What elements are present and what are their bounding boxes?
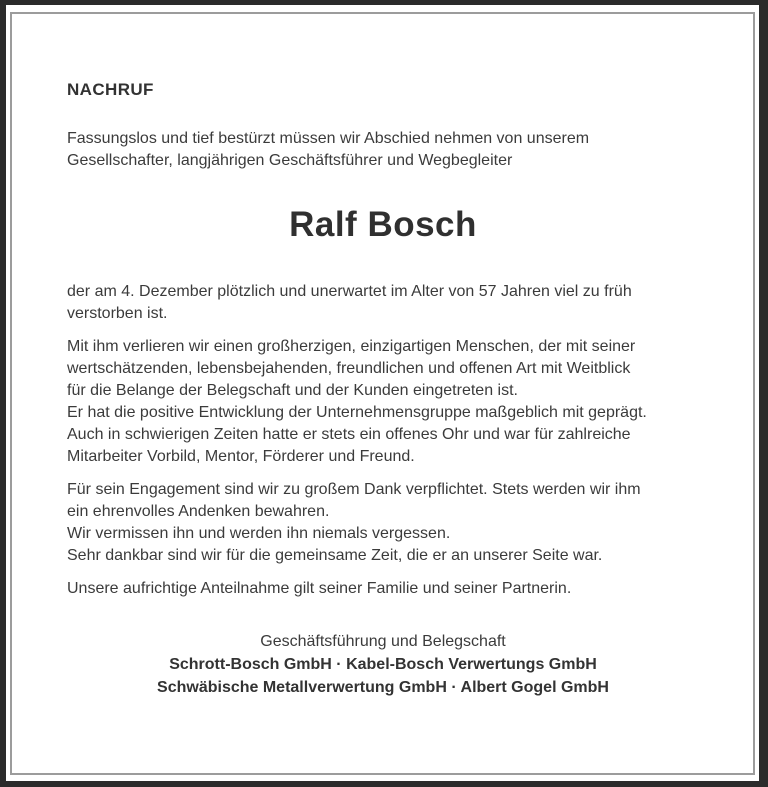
paragraph-line: Mit ihm verlieren wir einen großherzigen, einzigartigen Menschen, der mit seiner: [67, 338, 636, 355]
signoff-companies-line: Schrott-Bosch GmbH · Kabel-Bosch Verwertungs GmbH: [169, 656, 597, 673]
intro-paragraph: [67, 128, 699, 172]
paragraph-condolence: [67, 578, 699, 600]
paragraph-line: Wir vermissen ihn und werden ihn niemals vergessen.: [67, 525, 451, 542]
paragraph-line: verstorben ist.: [67, 305, 168, 322]
paragraph-gratitude: [67, 479, 699, 567]
paragraph-line: Unsere aufrichtige Anteilnahme gilt seiner Familie und seiner Partnerin.: [67, 580, 572, 597]
intro-line: Fassungslos und tief bestürzt müssen wir Abschied nehmen von unserem: [67, 130, 590, 147]
obituary-card: [10, 12, 755, 775]
notice-kicker: NACHRUF: [67, 80, 154, 99]
deceased-name: Ralf Bosch: [289, 205, 477, 244]
paragraph-line: Sehr dankbar sind wir für die gemeinsame Zeit, die er an unserer Seite war.: [67, 547, 603, 564]
paragraph-line: der am 4. Dezember plötzlich und unerwartet im Alter von 57 Jahren viel zu früh: [67, 283, 632, 300]
paragraph-tribute: [67, 336, 699, 468]
paragraph-line: Er hat die positive Entwicklung der Unternehmensgruppe maßgeblich mit geprägt.: [67, 404, 647, 421]
paragraph-line: wertschätzenden, lebensbejahenden, freundlichen und offenen Art mit Weitblick: [67, 360, 631, 377]
paragraph-line: Mitarbeiter Vorbild, Mentor, Förderer und Freund.: [67, 448, 415, 465]
signoff-from: Geschäftsführung und Belegschaft: [260, 633, 506, 650]
paragraph-line: Für sein Engagement sind wir zu großem Dank verpflichtet. Stets werden wir ihm: [67, 481, 641, 498]
paragraph-line: für die Belange der Belegschaft und der Kunden eingetreten ist.: [67, 382, 518, 399]
paragraph-line: Auch in schwierigen Zeiten hatte er stets ein offenes Ohr und war für zahlreiche: [67, 426, 631, 443]
signoff-block: [67, 630, 699, 699]
paragraph-death-details: [67, 281, 699, 325]
intro-line: Gesellschafter, langjährigen Geschäftsführer und Wegbegleiter: [67, 152, 513, 169]
paragraph-line: ein ehrenvolles Andenken bewahren.: [67, 503, 330, 520]
signoff-companies-line: Schwäbische Metallverwertung GmbH · Albert Gogel GmbH: [157, 679, 609, 696]
